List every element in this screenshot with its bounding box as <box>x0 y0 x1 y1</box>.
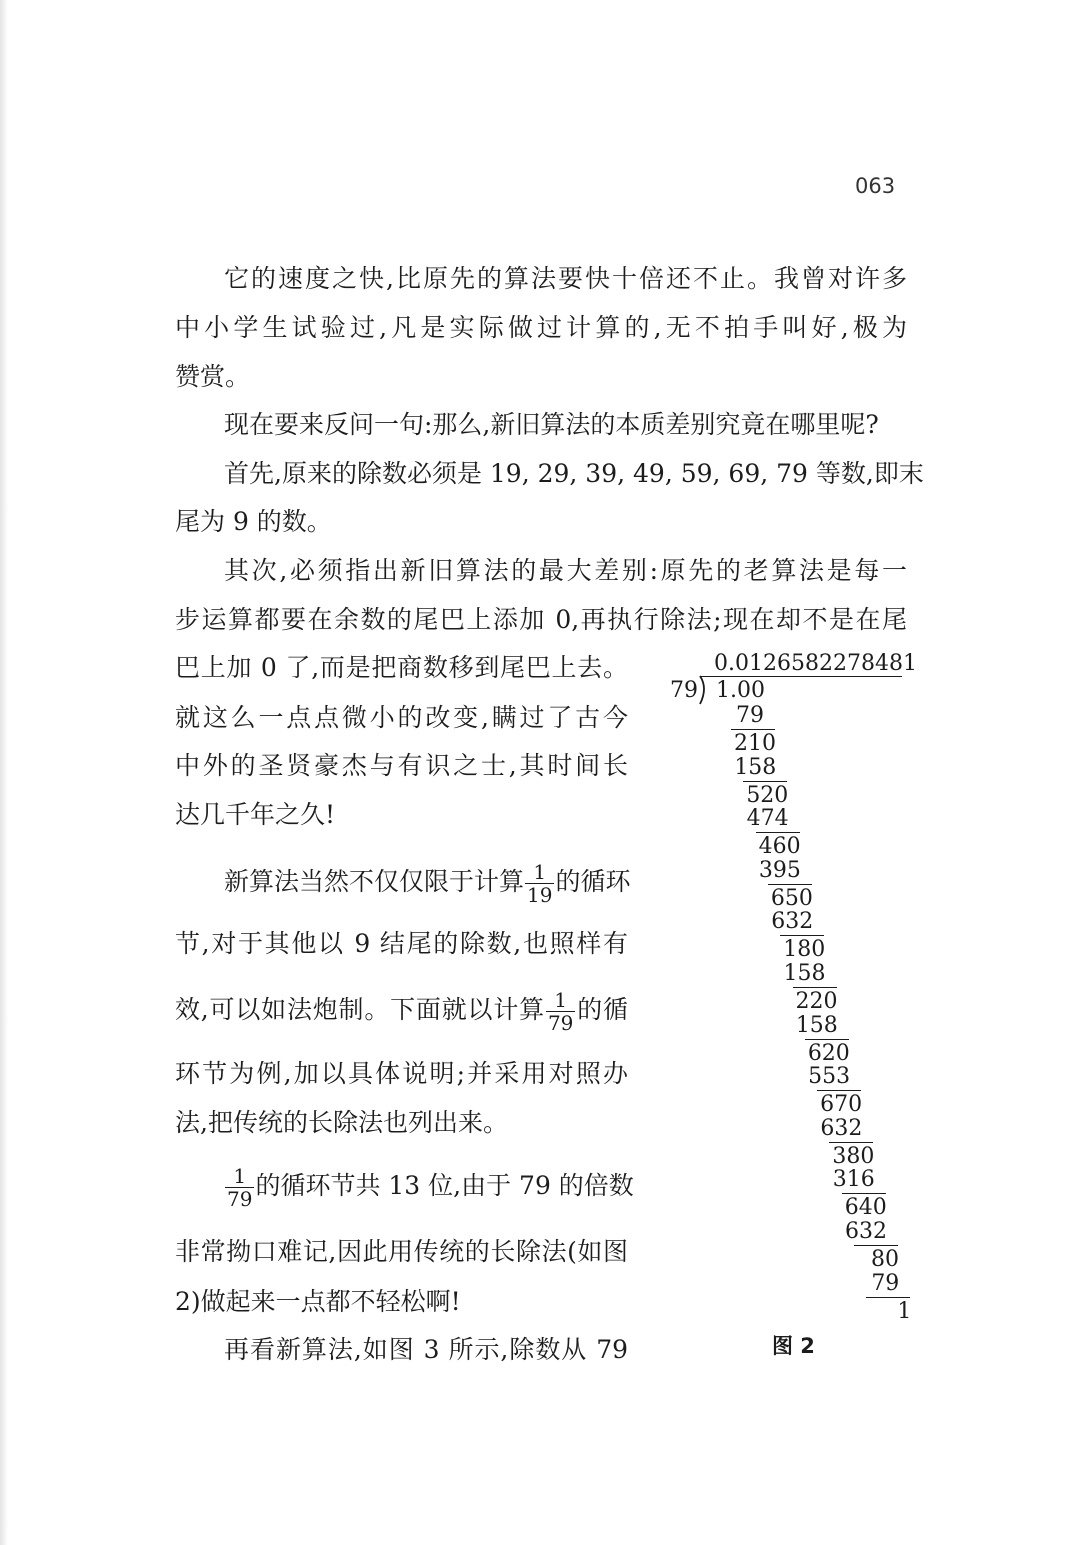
fraction-numerator: 1 <box>533 860 547 884</box>
paragraph-5-line-3-tail: 的循 <box>576 995 628 1024</box>
fraction-denominator: 79 <box>547 1011 574 1035</box>
paragraph-1-line-3: 赞赏。 <box>175 362 251 391</box>
paragraph-7: 再看新算法,如图 3 所示,除数从 79 <box>224 1335 628 1364</box>
paragraph-5-line-1 <box>224 857 631 907</box>
paragraph-4-line-6: 达几千年之久! <box>175 800 336 829</box>
quotient: 0.0126582278481 <box>714 651 917 676</box>
subtraction-line-7 <box>805 1039 849 1040</box>
paragraph-5-line-4: 环节为例,加以具体说明;并采用对照办 <box>175 1059 628 1088</box>
remainder-5: 180 <box>783 937 826 963</box>
paragraph-4-line-2: 步运算都要在余数的尾巴上添加 0,再执行除法;现在却不是在尾 <box>175 605 907 634</box>
subtraction-line-2 <box>743 781 787 782</box>
paragraph-1-line-1: 它的速度之快,比原先的算法要快十倍还不止。我曾对许多 <box>224 264 907 293</box>
remainder-11: 80 <box>871 1247 899 1272</box>
remainder-6: 220 <box>795 989 838 1014</box>
quotient-bar <box>700 676 902 677</box>
division-bracket <box>696 676 716 706</box>
paragraph-5-line-5: 法,把传统的长除法也列出来。 <box>175 1108 508 1137</box>
paragraph-3-line-2: 尾为 9 的数。 <box>175 507 332 536</box>
fraction-denominator: 19 <box>527 883 553 907</box>
paragraph-3-line-1: 首先,原来的除数必须是 19, 29, 39, 49, 59, 69, 79 等数,即末 <box>224 459 924 488</box>
page-edge-shadow <box>0 0 8 1545</box>
figure-caption: 图 2 <box>772 1334 815 1358</box>
paragraph-6-line-2: 非常拗口难记,因此用传统的长除法(如图 <box>175 1237 628 1266</box>
paragraph-5-line-2: 节,对于其他以 9 结尾的除数,也照样有 <box>175 929 628 958</box>
subtraction-line-10 <box>842 1193 886 1194</box>
paragraph-5-line-3-text: 效,可以如法炮制。下面就以计算 <box>175 995 545 1024</box>
remainder-3: 460 <box>758 834 801 860</box>
paragraph-6-line-1 <box>224 1161 634 1211</box>
subtrahend-6: 158 <box>783 961 826 986</box>
subtraction-line-1 <box>731 729 775 730</box>
paragraph-4-line-3: 巴上加 0 了,而是把商数移到尾巴上去。 <box>175 653 628 682</box>
remainder-1: 210 <box>734 731 776 756</box>
subtraction-line-8 <box>817 1090 861 1091</box>
dividend: 1.00 <box>716 678 765 703</box>
subtrahend-1: 79 <box>736 703 764 728</box>
paragraph-2: 现在要来反问一句:那么,新旧算法的本质差别究竟在哪里呢? <box>224 410 879 439</box>
subtrahend-5: 632 <box>771 909 814 935</box>
remainder-4: 650 <box>770 885 813 911</box>
subtrahend-3: 474 <box>746 806 789 832</box>
remainder-12: 1 <box>897 1298 912 1324</box>
subtrahend-9: 632 <box>820 1115 863 1141</box>
subtraction-line-4 <box>768 884 812 885</box>
remainder-2: 520 <box>746 782 789 808</box>
paragraph-1-line-2: 中小学生试验过,凡是实际做过计算的,无不拍手叫好,极为 <box>175 313 907 342</box>
remainder-9: 380 <box>832 1143 875 1169</box>
subtraction-line-12 <box>866 1297 910 1298</box>
page-number: 063 <box>855 174 896 198</box>
paragraph-6-line-3: 2)做起来一点都不轻松啊! <box>175 1287 461 1316</box>
paragraph-4-line-4: 就这么一点点微小的改变,瞒过了古今 <box>175 703 628 732</box>
divisor: 79 <box>670 678 698 703</box>
remainder-8: 670 <box>820 1092 863 1118</box>
fraction-denominator: 79 <box>227 1187 253 1211</box>
subtraction-line-9 <box>829 1142 873 1143</box>
paragraph-6-line-1-text: 的循环节共 13 位,由于 79 的倍数 <box>255 1171 634 1200</box>
subtrahend-12: 79 <box>871 1270 900 1296</box>
subtrahend-8: 553 <box>808 1064 851 1090</box>
subtrahend-10: 316 <box>832 1167 875 1193</box>
remainder-10: 640 <box>844 1195 887 1221</box>
fraction-numerator: 1 <box>233 1164 247 1188</box>
paragraph-4-line-5: 中外的圣贤豪杰与有识之士,其时间长 <box>175 751 628 780</box>
subtrahend-4: 395 <box>758 857 801 883</box>
paragraph-4-line-1: 其次,必须指出新旧算法的最大差别:原先的老算法是每一 <box>224 556 907 585</box>
subtrahend-7: 158 <box>795 1012 838 1038</box>
remainder-7: 620 <box>807 1040 850 1066</box>
subtrahend-11: 632 <box>845 1219 887 1244</box>
fraction-1-over-19 <box>525 861 554 906</box>
subtraction-line-5 <box>780 935 824 936</box>
fraction-1-over-79 <box>225 1165 254 1210</box>
paragraph-5-line-3 <box>175 985 628 1035</box>
fraction-numerator: 1 <box>554 988 568 1012</box>
paragraph-5-line-1-text: 新算法当然不仅仅限于计算 <box>224 867 525 896</box>
subtraction-line-3 <box>756 832 800 833</box>
subtraction-line-6 <box>793 987 837 988</box>
subtraction-line-11 <box>854 1245 898 1246</box>
subtrahend-2: 158 <box>734 754 777 780</box>
paragraph-5-line-1-tail: 的循环 <box>555 867 631 896</box>
fraction-1-over-79 <box>546 989 575 1034</box>
